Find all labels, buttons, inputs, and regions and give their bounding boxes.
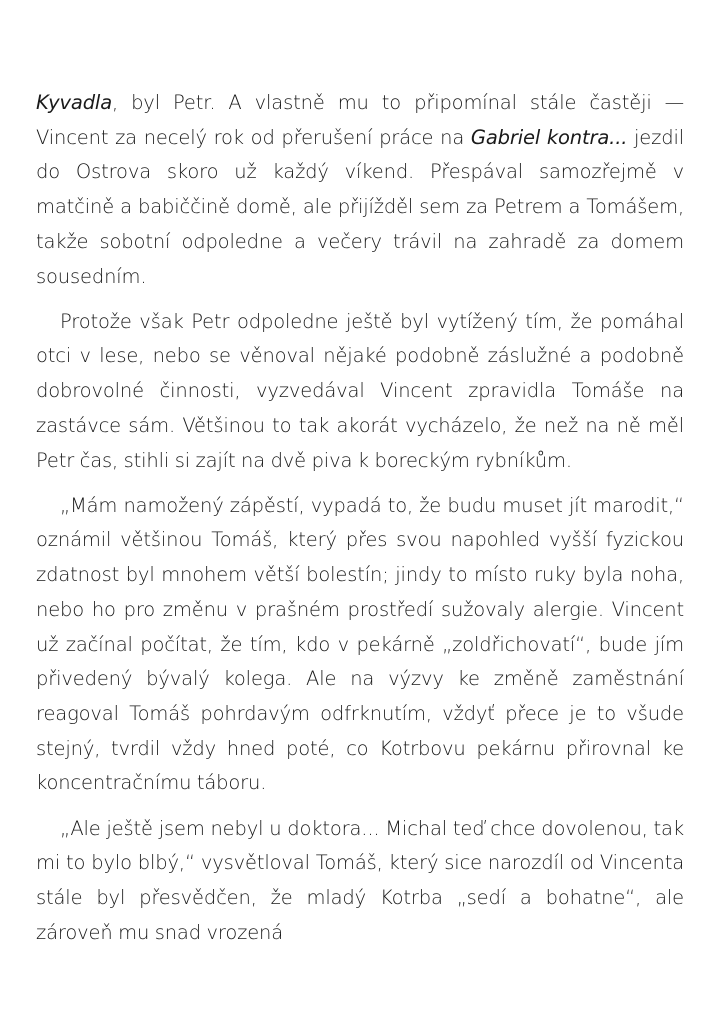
text-run: Protože však Petr odpoledne ještě byl vytížený tím, že pomáhal otci v lese, nebo se věnoval nějaké podobně záslužné a podobně dobrovolné činnosti, vyzvedával Vincent zpravidla Tomáše na zastávce sám. Většinou to tak akorát vycházelo, že než na ně měl Petr čas, stihli si zajít na dvě piva k boreckým rybníkům. [36,309,684,472]
book-page [36,86,684,950]
text-run: „Mám namožený zápěstí, vypadá to, že budu muset jít marodit,“ oznámil většinou Tomáš, který přes svou napohled vyšší fyzickou zdatnost byl mnohem větší bolestín; jindy to místo ruky byla noha, nebo ho pro změnu v prašném prostředí sužovaly alergie. Vincent už začínal počítat, že tím, kdo v pekárně „zoldřichovatí“, bude jím přivedený bývalý kolega. Ale na výzvy ke změně zaměstnání reagoval Tomáš pohrdavým odfrknutím, vždyť přece je to všude stejný, tvrdil vždy hned poté, co Kotrbovu pekárnu přirovnal ke koncentračnímu táboru. [36,493,684,795]
paragraph-4 [36,812,684,951]
text-run: , byl Petr. A vlastně mu to připomínal stále častěji — Vincent za necelý rok od přerušení práce na [36,91,684,149]
paragraph-1 [36,86,684,294]
text-run: „Ale ještě jsem nebyl u doktora... Michal teď chce dovolenou, tak mi to bylo blbý,“ vysvětloval Tomáš, který sice narozdíl od Vincenta stále byl přesvědčen, že mladý Kotrba „sedí a bohatne“, ale zároveň mu snad vrozená [36,816,684,944]
text-run: Kyvadla [36,91,112,114]
paragraph-2 [36,305,684,479]
text-run: Gabriel kontra... [470,125,628,149]
paragraph-3 [36,489,684,801]
text-run: jezdil do Ostrova skoro už každý víkend. Přespával samozřejmě v matčině a babiččině domě, ale přijížděl sem za Petrem a Tomášem, takže sobotní odpoledne a večery trávil na zahradě za domem sousedním. [36,125,684,288]
